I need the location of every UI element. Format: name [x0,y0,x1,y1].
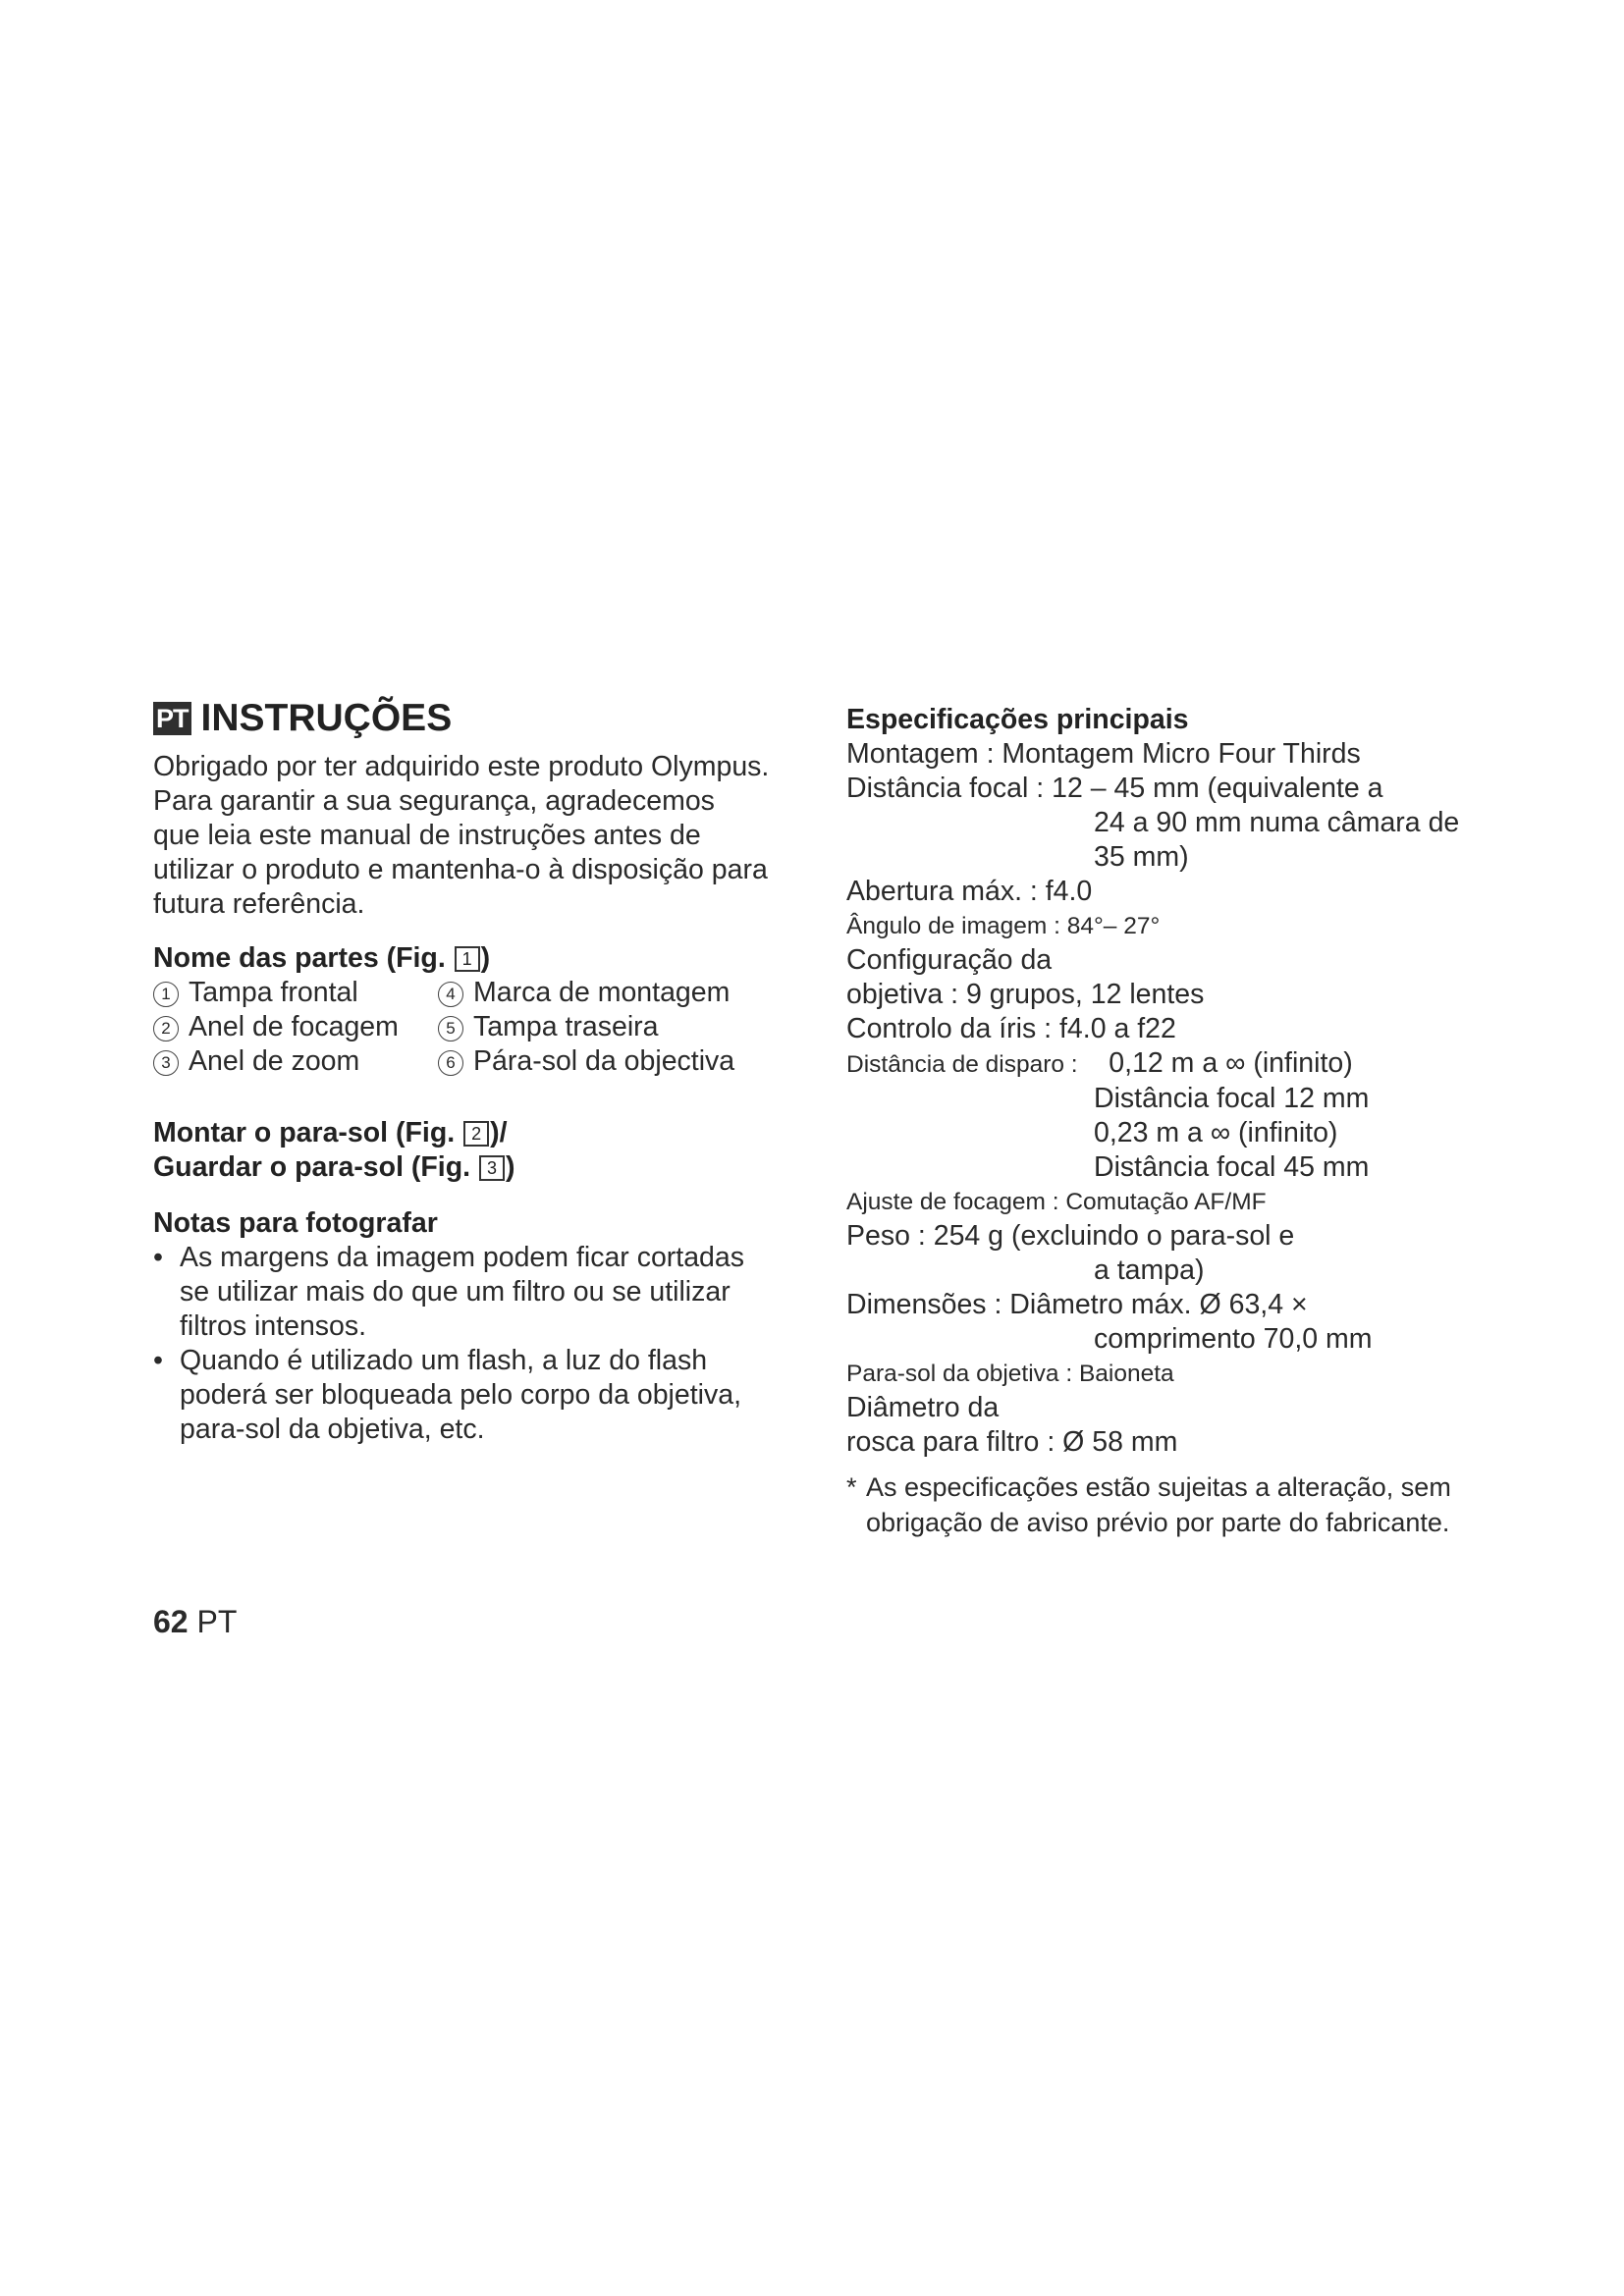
part-item [153,1044,438,1079]
parts-heading-text: Nome das partes (Fig. [153,942,454,974]
specs-footnote [846,1469,1514,1540]
spec-shooting-distance-cont: Distância focal 45 mm [1094,1151,1370,1183]
spec-dimensions: Dimensões : Diâmetro máx. Ø 63,4 × [846,1289,1308,1320]
spec-shooting-distance-value: 0,12 m a ∞ (infinito) [1109,1047,1353,1079]
spec-angle-of-view: Ângulo de imagem : 84°– 27° [846,913,1161,939]
intro-line: Obrigado por ter adquirido este produto Olympus. [153,751,770,782]
hood-heading-text: Guardar o para-sol (Fig. [153,1151,478,1183]
part-item [153,976,438,1010]
hood-heading-text: Montar o para-sol (Fig. [153,1117,463,1148]
spec-shooting-distance-cont: 0,23 m a ∞ (infinito) [1094,1117,1338,1148]
intro-line: utilizar o produto e mantenha-o à disposição para [153,854,768,885]
note-line: se utilizar mais do que um filtro ou se utilizar [180,1276,731,1308]
part-label: Marca de montagem [473,977,731,1008]
page-title [153,695,801,742]
note-line: filtros intensos. [180,1310,367,1342]
intro-paragraph [153,750,801,922]
spec-iris-control: Controlo da íris : f4.0 a f22 [846,1013,1176,1044]
bullet: • [153,1345,163,1376]
title-text: INSTRUÇÕES [200,697,453,739]
note-item [153,1344,801,1447]
figure-ref-1: 1 [455,946,480,972]
part-number-6: 6 [438,1050,463,1076]
parts-heading-suffix: ) [480,942,491,974]
footnote-marker: * [846,1472,857,1502]
notes-list [153,1241,801,1447]
spec-max-aperture: Abertura máx. : f4.0 [846,876,1093,907]
part-item [438,1010,791,1044]
parts-list [153,976,801,1079]
spec-weight-cont: a tampa) [1094,1255,1205,1286]
spec-configuration: Configuração da [846,944,1053,976]
spec-focus-adjust: Ajuste de focagem : Comutação AF/MF [846,1189,1267,1215]
part-label: Pára-sol da objectiva [473,1045,735,1077]
spec-focal-length: Distância focal : 12 – 45 mm (equivalente a [846,773,1383,804]
hood-heading-mount [153,1116,801,1150]
part-number-4: 4 [438,982,463,1007]
part-number-3: 3 [153,1050,179,1076]
part-number-2: 2 [153,1016,179,1041]
note-line: Quando é utilizado um flash, a luz do flash [180,1345,708,1376]
note-item [153,1241,801,1344]
parts-heading [153,941,801,976]
intro-line: futura referência. [153,888,365,920]
notes-heading: Notas para fotografar [153,1207,438,1239]
note-line: As margens da imagem podem ficar cortadas [180,1242,745,1273]
intro-line: que leia este manual de instruções antes de [153,820,701,851]
footnote-line: As especificações estão sujeitas a alteração, sem [866,1472,1451,1502]
bullet: • [153,1242,163,1273]
part-label: Anel de zoom [189,1045,360,1077]
spec-filter-diameter-cont: rosca para filtro : Ø 58 mm [846,1426,1178,1458]
part-number-5: 5 [438,1016,463,1041]
footnote-line: obrigação de aviso prévio por parte do fabricante. [866,1508,1450,1537]
spec-shooting-distance [846,1046,1514,1082]
specifications-section [846,703,1514,1540]
part-label: Tampa traseira [473,1011,659,1042]
spec-shooting-distance-label: Distância de disparo : [846,1051,1078,1078]
spec-weight: Peso : 254 g (excluindo o para-sol e [846,1220,1295,1252]
note-line: poderá ser bloqueada pelo corpo da objetiva, [180,1379,742,1411]
part-label: Tampa frontal [189,977,358,1008]
page-number [153,1602,237,1641]
intro-line: Para garantir a sua segurança, agradecemos [153,785,715,817]
spec-filter-diameter: Diâmetro da [846,1392,1000,1423]
note-line: para-sol da objetiva, etc. [180,1414,485,1445]
part-number-1: 1 [153,982,179,1007]
figure-ref-2: 2 [463,1121,489,1147]
spec-lens-hood: Para-sol da objetiva : Baioneta [846,1361,1174,1387]
spec-mount: Montagem : Montagem Micro Four Thirds [846,738,1361,770]
language-badge: PT [153,702,191,735]
spec-shooting-distance-cont: Distância focal 12 mm [1094,1083,1370,1114]
part-item [438,1044,791,1079]
hood-heading-suffix: ) [505,1151,515,1183]
specs-heading: Especificações principais [846,704,1189,735]
page-number-value: 62 [153,1604,189,1639]
spec-focal-length-cont: 35 mm) [1094,841,1189,873]
hood-heading-suffix: )/ [490,1117,508,1148]
part-item [438,976,791,1010]
part-label: Anel de focagem [189,1011,399,1042]
figure-ref-3: 3 [479,1155,505,1181]
spec-focal-length-cont: 24 a 90 mm numa câmara de [1094,807,1460,838]
spec-configuration-cont: objetiva : 9 grupos, 12 lentes [846,979,1205,1010]
page-language: PT [196,1604,238,1639]
part-item [153,1010,438,1044]
spec-dimensions-cont: comprimento 70,0 mm [1094,1323,1373,1355]
left-column [153,695,801,1447]
hood-heading-store [153,1150,801,1185]
